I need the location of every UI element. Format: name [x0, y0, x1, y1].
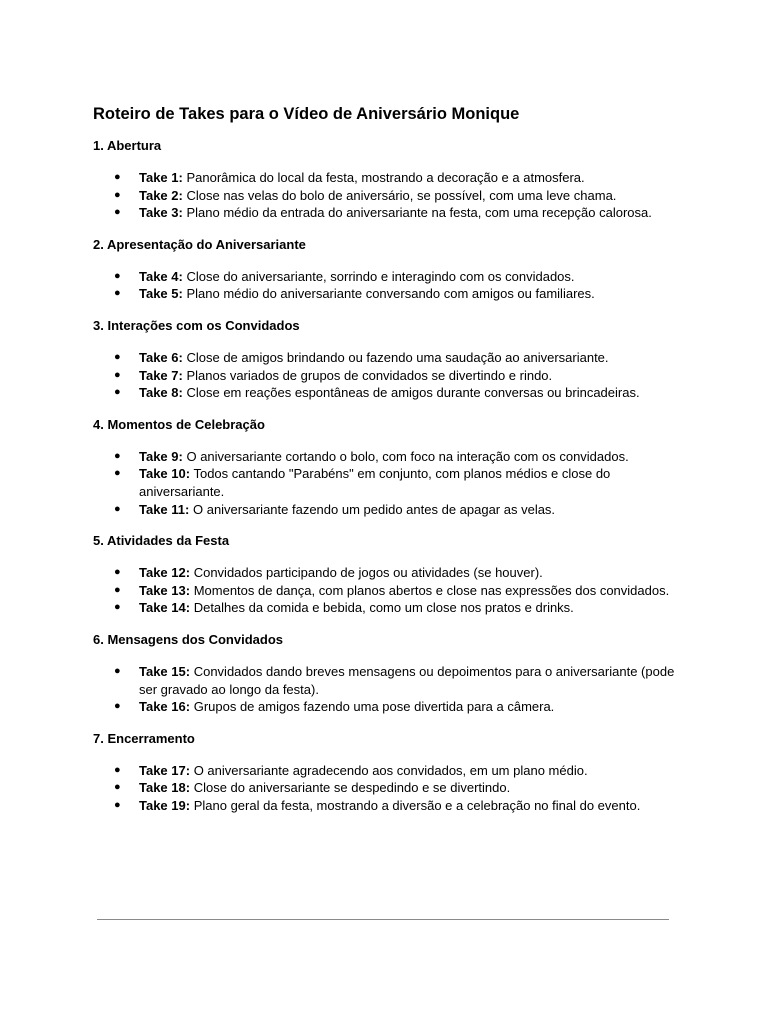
- take-label: Take 13:: [139, 582, 191, 598]
- take-item: [93, 169, 693, 187]
- take-list: [93, 663, 693, 716]
- take-label: Take 8:: [139, 385, 183, 401]
- take-description: Close de amigos brindando ou fazendo uma saudação ao aniversariante.: [186, 349, 609, 365]
- bullet-icon: ●: [114, 798, 121, 811]
- sections-container: [93, 137, 693, 814]
- take-description: Planos variados de grupos de convidados se divertindo e rindo.: [186, 367, 553, 383]
- take-label: Take 4:: [139, 268, 183, 284]
- section-heading: 2. Apresentação do Aniversariante: [93, 236, 306, 252]
- take-label: Take 17:: [139, 762, 191, 778]
- take-item: [93, 698, 693, 716]
- bullet-icon: ●: [114, 449, 121, 462]
- bullet-icon: ●: [114, 763, 121, 776]
- take-description: Close do aniversariante, sorrindo e interagindo com os convidados.: [186, 268, 575, 284]
- take-list: [93, 564, 693, 617]
- section-heading: 1. Abertura: [93, 138, 162, 153]
- take-item: [93, 797, 693, 815]
- take-item: [93, 268, 693, 286]
- take-item: [93, 349, 693, 367]
- take-list: [93, 448, 693, 518]
- take-label: Take 9:: [139, 448, 183, 464]
- bullet-icon: ●: [114, 350, 121, 363]
- take-label: Take 19:: [139, 797, 191, 813]
- take-label: Take 14:: [139, 600, 191, 616]
- section-heading: 4. Momentos de Celebração: [93, 416, 265, 432]
- take-label: Take 11:: [139, 501, 190, 517]
- document-page: [93, 103, 693, 828]
- take-label: Take 10:: [139, 466, 191, 482]
- take-description: Momentos de dança, com planos abertos e close nas expressões dos convidados.: [193, 582, 670, 598]
- take-item: [93, 384, 693, 402]
- take-item: [93, 448, 693, 466]
- bullet-icon: ●: [114, 467, 121, 480]
- take-item: [93, 564, 693, 582]
- take-description: Grupos de amigos fazendo uma pose divertida para a câmera.: [193, 699, 555, 715]
- bullet-icon: ●: [114, 700, 121, 713]
- take-item: [93, 779, 693, 797]
- take-item: [93, 762, 693, 780]
- take-description: Todos cantando "Parabéns" em conjunto, com planos médios e close do aniversariante.: [139, 466, 611, 499]
- bullet-icon: ●: [114, 188, 121, 201]
- take-label: Take 18:: [139, 780, 191, 796]
- horizontal-divider: [97, 919, 669, 920]
- bullet-icon: ●: [114, 566, 121, 579]
- document-title: Roteiro de Takes para o Vídeo de Aniversário Monique: [93, 105, 520, 123]
- bullet-icon: ●: [114, 287, 121, 300]
- take-item: [93, 204, 693, 222]
- take-description: Plano geral da festa, mostrando a diversão e a celebração no final do evento.: [193, 797, 641, 813]
- take-description: Convidados participando de jogos ou atividades (se houver).: [193, 565, 543, 581]
- take-item: [93, 187, 693, 205]
- take-label: Take 7:: [139, 367, 183, 383]
- bullet-icon: ●: [114, 664, 121, 677]
- take-description: O aniversariante agradecendo aos convidados, em um plano médio.: [193, 762, 588, 778]
- take-description: Close nas velas do bolo de aniversário, se possível, com uma leve chama.: [186, 187, 617, 203]
- take-label: Take 12:: [139, 565, 191, 581]
- bullet-icon: ●: [114, 502, 121, 515]
- section-heading: 5. Atividades da Festa: [93, 533, 230, 549]
- take-description: Close em reações espontâneas de amigos durante conversas ou brincadeiras.: [186, 385, 640, 401]
- bullet-icon: ●: [114, 781, 121, 794]
- take-list: [93, 762, 693, 815]
- take-label: Take 16:: [139, 699, 191, 715]
- take-item: [93, 367, 693, 385]
- take-description: Detalhes da comida e bebida, como um close nos pratos e drinks.: [193, 600, 574, 616]
- bullet-icon: ●: [114, 206, 121, 219]
- bullet-icon: ●: [114, 269, 121, 282]
- take-label: Take 1:: [139, 170, 183, 185]
- take-description: O aniversariante cortando o bolo, com foco na interação com os convidados.: [186, 448, 629, 464]
- section-heading: 7. Encerramento: [93, 730, 195, 746]
- take-item: [93, 599, 693, 617]
- bullet-icon: ●: [114, 171, 121, 183]
- take-item: [93, 285, 693, 303]
- take-label: Take 3:: [139, 205, 183, 221]
- take-description: Panorâmica do local da festa, mostrando a decoração e a atmosfera.: [186, 170, 585, 185]
- bullet-icon: ●: [114, 368, 121, 381]
- take-item: [93, 501, 693, 519]
- take-description: Convidados dando breves mensagens ou depoimentos para o aniversariante (pode ser gravado ao longo da festa).: [139, 663, 675, 697]
- take-description: Plano médio da entrada do aniversariante na festa, com uma recepção calorosa.: [186, 205, 652, 221]
- take-label: Take 5:: [139, 286, 183, 302]
- take-item: [93, 582, 693, 600]
- take-list: [93, 349, 693, 402]
- take-list: [93, 169, 693, 222]
- section-heading: 3. Interações com os Convidados: [93, 317, 300, 333]
- take-label: Take 2:: [139, 187, 183, 203]
- bullet-icon: ●: [114, 601, 121, 614]
- take-description: Plano médio do aniversariante conversando com amigos ou familiares.: [186, 286, 595, 302]
- section-heading: 6. Mensagens dos Convidados: [93, 631, 283, 647]
- take-description: Close do aniversariante se despedindo e se divertindo.: [193, 780, 511, 796]
- take-item: [93, 663, 693, 698]
- take-list: [93, 268, 693, 303]
- take-label: Take 15:: [139, 663, 191, 679]
- take-description: O aniversariante fazendo um pedido antes de apagar as velas.: [192, 501, 556, 517]
- take-item: [93, 465, 693, 500]
- bullet-icon: ●: [114, 386, 121, 399]
- take-label: Take 6:: [139, 349, 183, 365]
- bullet-icon: ●: [114, 583, 121, 596]
